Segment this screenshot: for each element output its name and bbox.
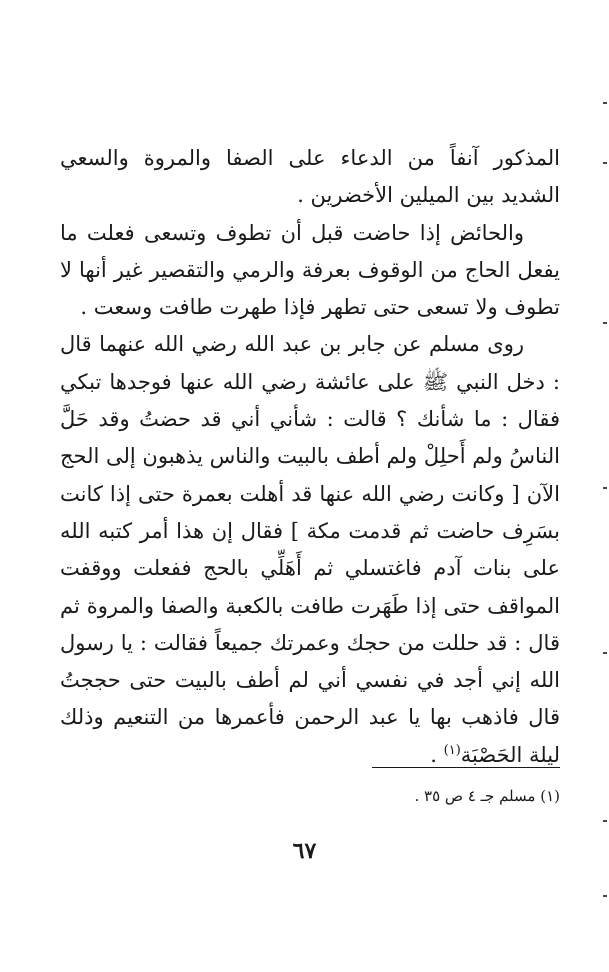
paragraph-1: المذكور آنفاً من الدعاء على الصفا والمروة والسعي الشديد بين الميلين الأخضرين . (60, 146, 560, 208)
closing-period: . (430, 742, 444, 767)
edge-mark (603, 652, 607, 654)
paragraph-3 (60, 326, 560, 774)
footnote-reference: (١) (443, 742, 461, 758)
edge-mark (603, 322, 607, 324)
paragraph-2: والحائض إذا حاضت قبل أن تطوف وتسعى فعلت ما يفعل الحاج من الوقوف بعرفة والرمي والتقصير غير أنها لا تطوف ولا تسعى حتى تطهر فإذا طهرت طافت وسعت . (60, 220, 560, 320)
paragraph-3-text: روى مسلم عن جابر بن عبد الله رضي الله عنهما قال : دخل النبي ﷺ على عائشة رضي الله عنها فوجدها تبكي فقال : ما شأنك ؟ قالت : شأني أني قد حضتُ وقد حَلَّ الناسُ ولم أَحلِلْ ولم أطف بالبيت والناس يذهبون إلى الحج الآن [ وكانت رضي الله عنها قد أهلت بعمرة حتى إذا كانت بسَرِف حاضت ثم قدمت مكة ] فقال إن هذا أمر كتبه الله على بنات آدم فاغتسلي ثم أَهَلِّي بالحج ففعلت ووقفت المواقف حتى إذا طَهَرت طافت بالكعبة والصفا والمروة ثم قال : قد حللت من حجك وعمرتك جميعاً فقالت : يا رسول الله إني أجد في نفسي أني لم أطف بالبيت حتى حججتُ قال فاذهب بها يا عبد الرحمن فأعمرها من التنعيم وذلك ليلة الحَصْبَة (60, 332, 560, 767)
main-text (60, 140, 560, 774)
footnote-divider (372, 767, 560, 768)
edge-mark (603, 487, 607, 489)
edge-mark (603, 102, 607, 104)
page-number: ٦٧ (292, 838, 317, 864)
edge-mark (603, 895, 607, 897)
edge-mark (603, 820, 607, 822)
footnote: (١) مسلم جـ ٤ ص ٣٥ . (414, 787, 560, 805)
edge-mark (603, 162, 607, 164)
